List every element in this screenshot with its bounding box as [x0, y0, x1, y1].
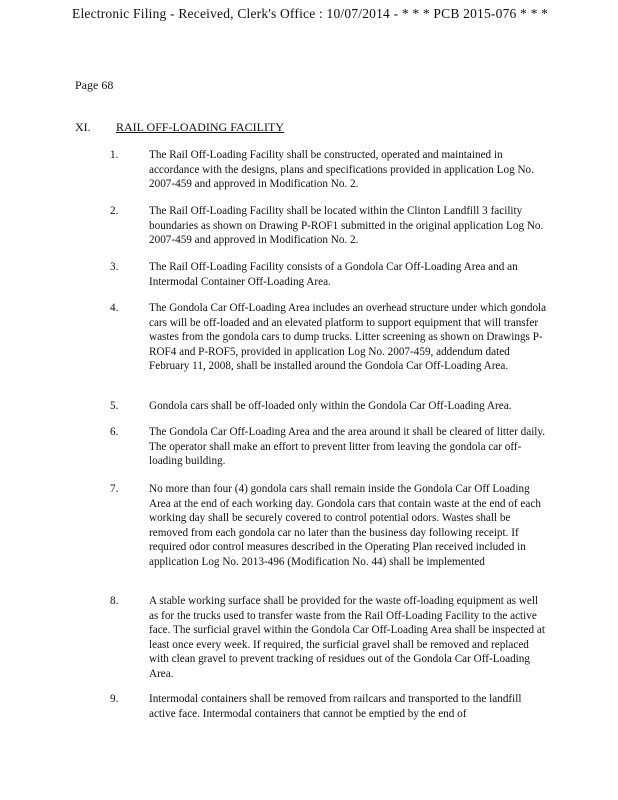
item-text: Intermodal containers shall be removed from railcars and transported to the landfill active face. Intermodal containers that cannot be emptied by the end of: [149, 693, 522, 720]
list-item-2: [110, 204, 550, 248]
item-text: The Rail Off-Loading Facility shall be located within the Clinton Landfill 3 facility boundaries as shown on Drawing P-ROF1 submitted in the original application Log No. 2007-459 and approved in Modification No. 2.: [149, 205, 544, 247]
item-number: 1.: [110, 149, 119, 161]
item-text: Gondola cars shall be off-loaded only within the Gondola Car Off-Loading Area.: [149, 400, 512, 412]
item-text: The Rail Off-Loading Facility shall be constructed, operated and maintained in accordance with the designs, plans and specifications provided in application Log No. 2007-459 and approved in Modification No. 2.: [149, 149, 534, 191]
page-number: Page 68: [75, 78, 114, 92]
item-number: 9.: [110, 693, 119, 705]
item-number: 4.: [110, 302, 119, 314]
section-number: XI.: [75, 120, 91, 134]
item-number: 3.: [110, 261, 119, 273]
list-item-1: [110, 148, 550, 192]
item-text: The Rail Off-Loading Facility consists of a Gondola Car Off-Loading Area and an Intermodal Container Off-Loading Area.: [149, 261, 518, 288]
list-item-6: [110, 425, 550, 469]
section-heading: [75, 120, 284, 135]
item-number: 5.: [110, 400, 119, 412]
filing-stamp-header: Electronic Filing - Received, Clerk's Office : 10/07/2014 - * * * PCB 2015-076 * * *: [72, 6, 549, 21]
item-text: No more than four (4) gondola cars shall remain inside the Gondola Car Off Loading Area at the end of each working day. Gondola cars that contain waste at the end of each working day shall be securely covered to control potential odors. Wastes shall be removed from each gondola car no later than the business day following receipt. If required odor control measures described in the Operating Plan received included in application Log No. 2013-496 (Modification No. 44) shall be implemented: [149, 483, 541, 568]
list-item-4: [110, 301, 550, 374]
list-item-7: [110, 482, 550, 570]
item-text: The Gondola Car Off-Loading Area includes an overhead structure under which gondola cars will be off-loaded and an elevated platform to support equipment that will transfer wastes from the gondola cars to dump trucks. Litter screening as shown on Drawings P-ROF4 and P-ROF5, provided in application Log No. 2007-459, addendum dated February 11, 2008, shall be installed around the Gondola Car Off-Loading Area.: [149, 302, 547, 373]
item-number: 2.: [110, 205, 119, 217]
item-number: 8.: [110, 595, 119, 607]
list-item-3: [110, 260, 550, 289]
item-number: 6.: [110, 426, 119, 438]
list-item-5: [110, 399, 550, 414]
item-number: 7.: [110, 483, 119, 495]
list-item-9: [110, 692, 550, 721]
item-text: A stable working surface shall be provided for the waste off-loading equipment as well as for the trucks used to transfer waste from the Rail Off-Loading Facility to the active face. The surficial gravel within the Gondola Car Off-Loading Area shall be inspected at least once every week. If required, the surficial gravel shall be removed and replaced with clean gravel to prevent tracking of residues out of the Gondola Car Off-Loading Area.: [149, 595, 545, 680]
section-title: RAIL OFF-LOADING FACILITY: [116, 120, 284, 134]
list-item-8: [110, 594, 550, 682]
item-text: The Gondola Car Off-Loading Area and the area around it shall be cleared of litter daily. The operator shall make an effort to prevent litter from leaving the gondola car off-loading building.: [149, 426, 546, 468]
